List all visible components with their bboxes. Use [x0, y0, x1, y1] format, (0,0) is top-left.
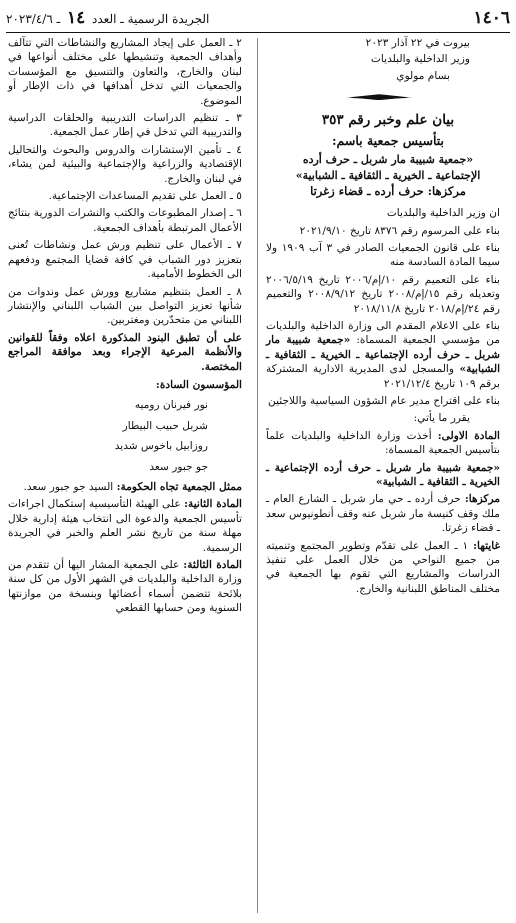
aims-paragraph — [266, 539, 510, 597]
page-header — [6, 6, 510, 33]
bayan-title: بيان علم وخبر رقم ٣٥٣ — [321, 112, 455, 129]
article-3-text: على الجمعية المشار اليها أن تتقدم من وزارة الداخلية والبلديات في الشهر الأول من كل سنة بلائحة تتضمن أسماء أعضائها وبنسخة من موازنتها السنوية ومن حسابها القطعي — [8, 559, 242, 615]
compliance-clause: على أن تطبق البنود المذكورة اعلاه وفقاً للقوانين والأنظمة المرعية الإجراء وبعد موافقة المراجع المختصة. — [8, 331, 242, 373]
basis-4 — [266, 319, 510, 391]
column-divider — [257, 38, 258, 913]
government-representative — [8, 480, 252, 494]
basis-1: بناء على المرسوم رقم ٨٣٧٦ تاريخ ٢٠٢١/٩/١٠ — [299, 224, 500, 237]
article-3-label: المادة الثالثة: — [183, 559, 242, 571]
basis-3: بناء على التعميم رقم ١٠/إم/٢٠٠٦ تاريخ ٢٠٠٦/٥/١٩ وتعديله رقم ١٥/إم/٢٠٠٨ تاريخ ٢٠٠٨/٩/١٢ والتعميم رقم ٢٤/إم/٢٠١٨ تاريخ ٢٠١٨/١١/٨ — [266, 273, 500, 315]
founder-name: شربل حبيب البيطار — [122, 419, 208, 432]
right-column — [266, 36, 510, 917]
aim-item-7: ٧ ـ الأعمال على تنظيم ورش عمل ونشاطات تُعنى بتعزيز دور الشباب في كافة قضايا المجتمع ودفعهم الى الخطوط الأمامية. — [8, 239, 242, 281]
article-2-label: المادة الثانية: — [184, 498, 242, 511]
aims-label: غايتها: — [473, 539, 501, 552]
prev-signer-name: بسام مولوي — [396, 69, 450, 82]
article-3 — [8, 558, 252, 616]
association-name-line-2: الإجتماعية ـ الخيرية ـ الثقافية ـ الشبابية» — [295, 168, 481, 182]
basis-4-text: بناء على الاعلام المقدم الى وزارة الداخلية والبلديات من مؤسسي الجمعية المسماة: — [266, 319, 500, 347]
aim-item-4: ٤ ـ تأمين الإستشارات والدروس والبحوث والتحاليل الإقتصادية والزراعية والإجتماعية والبيئية لمن يشاء، في لبنان والخارج. — [8, 143, 242, 185]
article-1 — [266, 429, 510, 458]
bayan-subtitle: بتأسيس جمعية باسم: — [331, 132, 445, 148]
basis-2: بناء على قانون الجمعيات الصادر في ٣ آب ١٩٠٩ ولا سيما المادة السادسة منه — [266, 241, 500, 269]
headquarters-line: مركزها: حرف أرده ـ قضاء زغرتا — [310, 184, 466, 199]
gazette-issue-line — [6, 7, 209, 30]
basis-4-association-name: «جمعية شبيبة مار شربل ـ حرف أرده الإجتماعية ـ الخيرية ـ الثقافية ـ الشبابية» — [266, 334, 501, 376]
basis-4-registration: والمسجل لدى المديرية الادارية المشتركة برقم ١٠٩ تاريخ ٢٠٢١/١٢/٤ — [266, 363, 500, 390]
aim-item-2: ٢ ـ العمل على إيجاد المشاريع والنشاطات التي تتآلف وأهداف الجمعية وتنشيطها على مختلف أنواعها في لبنان والخارج، والتعاون والتنسيق مع المؤسسات والجمعيات التي تدخل أهدافها في ذات الإطار أو الموضوع. — [8, 37, 242, 107]
representative-name: السيد جو جبور سعد. — [23, 480, 114, 493]
aims-text: ١ ـ العمل على تقدّم وتطوير المجتمع وتنميته من جميع النواحي من خلال العمل على تنفيذ الدراسات والمشاريع التي تقوم بها الجمعية في مختلف المناطق اللبنانية والخارج. — [266, 539, 500, 595]
founders-label: المؤسسون السادة: — [155, 378, 242, 391]
aim-item-6: ٦ ـ إصدار المطبوعات والكتب والنشرات الدورية بنتائج الأعمال المرتبطة بأهداف الجمعية. — [8, 207, 242, 234]
headquarters-text: حرف أرده ـ حي مار شربل ـ الشارع العام ـ ملك وقف كنيسة مار شربل عنه وقف أنطونيوس سعد ـ قضاء زغرتا. — [266, 493, 500, 535]
article-2-text: على الهيئة التأسيسية إستكمال اجراءات تأسيس الجمعية والدعوة الى انتخاب هيئة إدارية خلال مهلة سنة من تاريخ نشر العلم والخبر في الجريدة الرسمية. — [8, 498, 242, 554]
issue-number: ١٤ — [66, 8, 86, 29]
representative-label: ممثل الجمعية تجاه الحكومة: — [116, 480, 242, 493]
headquarters-label: مركزها: — [464, 493, 500, 506]
founder-name: نور فيرنان روميه — [134, 399, 208, 412]
association-name-line-1: «جمعية شبيبة مار شربل ـ حرف أرده — [302, 152, 474, 166]
issue-date: ـ ٢٠٢٣/٤/٦ — [6, 12, 61, 27]
prev-signer-title: وزير الداخلية والبلديات — [370, 53, 470, 66]
headquarters-paragraph — [266, 492, 510, 535]
page-number: ١٤٠٦ — [473, 8, 510, 29]
section-divider — [346, 93, 412, 101]
article-1-text: أخذت وزارة الداخلية والبلديات علماً بتأسيس الجمعية المسماة: — [266, 429, 500, 457]
article-1-label: المادة الاولى: — [437, 429, 500, 442]
article-1-association-name: «جمعية شبيبة مار شربل ـ حرف أرده الإجتماعية ـ الخيرية ـ الثقافية ـ الشبابية» — [266, 461, 500, 489]
aim-item-8: ٨ ـ العمل بتنظيم مشاريع وورش عمل وندوات من شأنها تعزيز التواصل بين الشباب اللبناني والإنتشار اللبناني من متحدّرين ومغتربين. — [8, 285, 242, 327]
left-column — [8, 36, 252, 917]
gazette-title: الجريدة الرسمية ـ العدد — [92, 12, 210, 27]
aim-item-5: ٥ ـ العمل على تقديم المساعدات الإجتماعية. — [48, 190, 242, 203]
basis-5: بناء على اقتراح مدير عام الشؤون السياسية واللاجئين — [268, 394, 500, 407]
founder-name: روزابيل باخوس شديد — [114, 440, 208, 453]
prev-place-date: بيروت في ٢٢ آذار ٢٠٢٣ — [365, 37, 470, 49]
article-2 — [8, 497, 252, 555]
aim-item-3: ٣ ـ تنظيم الدراسات التدريبية والحلقات الدراسية والتدريبية التي تدخل في إطار عمل الجمعية. — [8, 112, 242, 139]
minister-line: ان وزير الداخلية والبلديات — [386, 207, 500, 220]
founder-name: جو جبور سعد — [149, 460, 208, 473]
decides-line: يقرر ما يأتي: — [413, 412, 470, 425]
